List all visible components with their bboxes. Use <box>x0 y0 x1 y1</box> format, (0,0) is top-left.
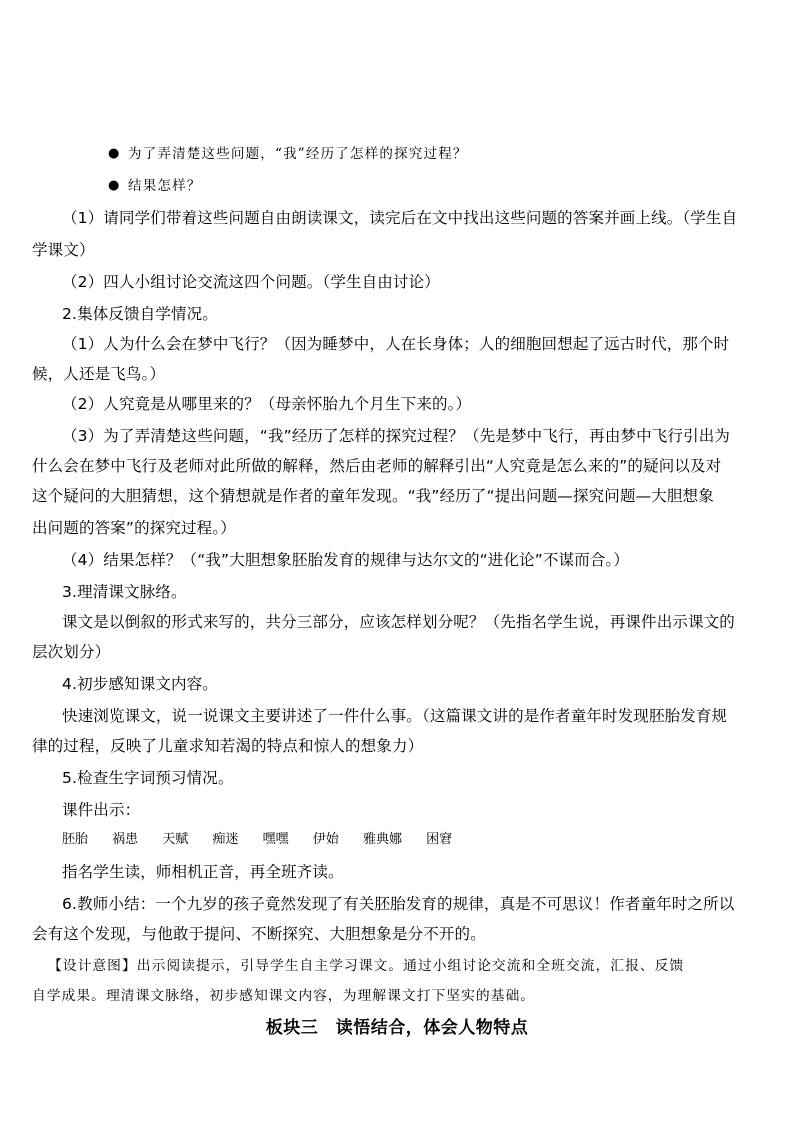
paragraph-line: 会有这个发现，与他敢于提问、不断探究、大胆想象是分不开的。 <box>32 925 486 943</box>
paragraph-line: （4）结果怎样？（“我”大胆想象胚胎发育的规律与达尔文的“进化论”不谋而合。） <box>62 551 630 569</box>
bullet-dot: ● <box>108 146 120 161</box>
paragraph-line: （1）人为什么会在梦中飞行？（因为睡梦中，人在长身体；人的细胞回想起了远古时代，那个时 <box>62 335 730 353</box>
step-heading: 2.集体反馈自学情况。 <box>62 305 218 323</box>
paragraph-line: 6.教师小结：一个九岁的孩子竟然发现了有关胚胎发育的规律，真是不可思议！作者童年时之所以 <box>62 895 735 913</box>
vocab-word: 胚胎 <box>62 832 89 847</box>
paragraph-line: 课件出示： <box>62 801 141 819</box>
step-heading: 4.初步感知课文内容。 <box>62 675 218 693</box>
paragraph-line: （2）人究竟是从哪里来的？（母亲怀胎九个月生下来的。） <box>62 395 472 413</box>
vocab-word: 祸患 <box>112 832 139 847</box>
vocab-word: 伊始 <box>312 832 339 847</box>
bullet-question: 结果怎样？ <box>128 178 202 194</box>
design-intent-line: 【设计意图】出示阅读提示，引导学生自主学习课文。通过小组讨论交流和全班交流，汇报、反馈 <box>48 958 685 974</box>
vocab-word: 嘿嘿 <box>262 832 289 847</box>
vocab-word: 痴迷 <box>212 832 239 847</box>
paragraph-line: 层次划分） <box>32 643 111 661</box>
step-heading: 3.理清课文脉络。 <box>62 583 187 601</box>
paragraph-line: 课文是以倒叙的形式来写的，共分三部分，应该怎样划分呢？（先指名学生说，再课件出示课文的 <box>62 613 735 631</box>
paragraph-line: （2）四人小组讨论交流这四个问题。（学生自由讨论） <box>62 273 440 291</box>
paragraph-line: 出问题的答案”的探究过程。） <box>32 519 236 537</box>
paragraph-line: 学课文） <box>32 241 95 259</box>
paragraph-line: 什么会在梦中飞行及老师对此所做的解释，然后由老师的解释引出“人究竟是怎么来的”的疑问以及对 <box>32 457 722 475</box>
vocab-word: 天赋 <box>162 832 189 847</box>
bullet-question: 为了弄清楚这些问题，“我”经历了怎样的探究过程？ <box>128 146 468 162</box>
paragraph-line: （3）为了弄清楚这些问题，“我”经历了怎样的探究过程？（先是梦中飞行，再由梦中飞行引出为 <box>62 427 731 445</box>
vocab-list <box>62 826 472 854</box>
design-intent-line: 自学成果。理清课文脉络，初步感知课文内容，为理解课文打下坚实的基础。 <box>32 988 536 1004</box>
paragraph-line: 指名学生读，师相机正音，再全班齐读。 <box>62 863 344 881</box>
paragraph-line: 候，人还是飞鸟。） <box>32 365 166 383</box>
paragraph-line: 快速浏览课文，说一说课文主要讲述了一件什么事。（这篇课文讲的是作者童年时发现胚胎发育规 <box>62 707 728 725</box>
paragraph-line: （1）请同学们带着这些问题自由朗读课文，读完后在文中找出这些问题的答案并画上线。（学生自 <box>62 209 738 227</box>
paragraph-line: 这个疑问的大胆猜想，这个猜想就是作者的童年发现。“我”经历了“提出问题—探究问题—大胆想象 <box>32 487 714 505</box>
step-heading: 5.检查生字词预习情况。 <box>62 769 234 787</box>
paragraph-line: 律的过程，反映了儿童求知若渴的特点和惊人的想象力） <box>32 737 424 755</box>
vocab-word: 困窘 <box>426 832 453 847</box>
vocab-word: 雅典娜 <box>362 832 402 847</box>
section-heading: 板块三 读悟结合，体会人物特点 <box>265 1018 529 1038</box>
bullet-dot: ● <box>108 178 120 193</box>
